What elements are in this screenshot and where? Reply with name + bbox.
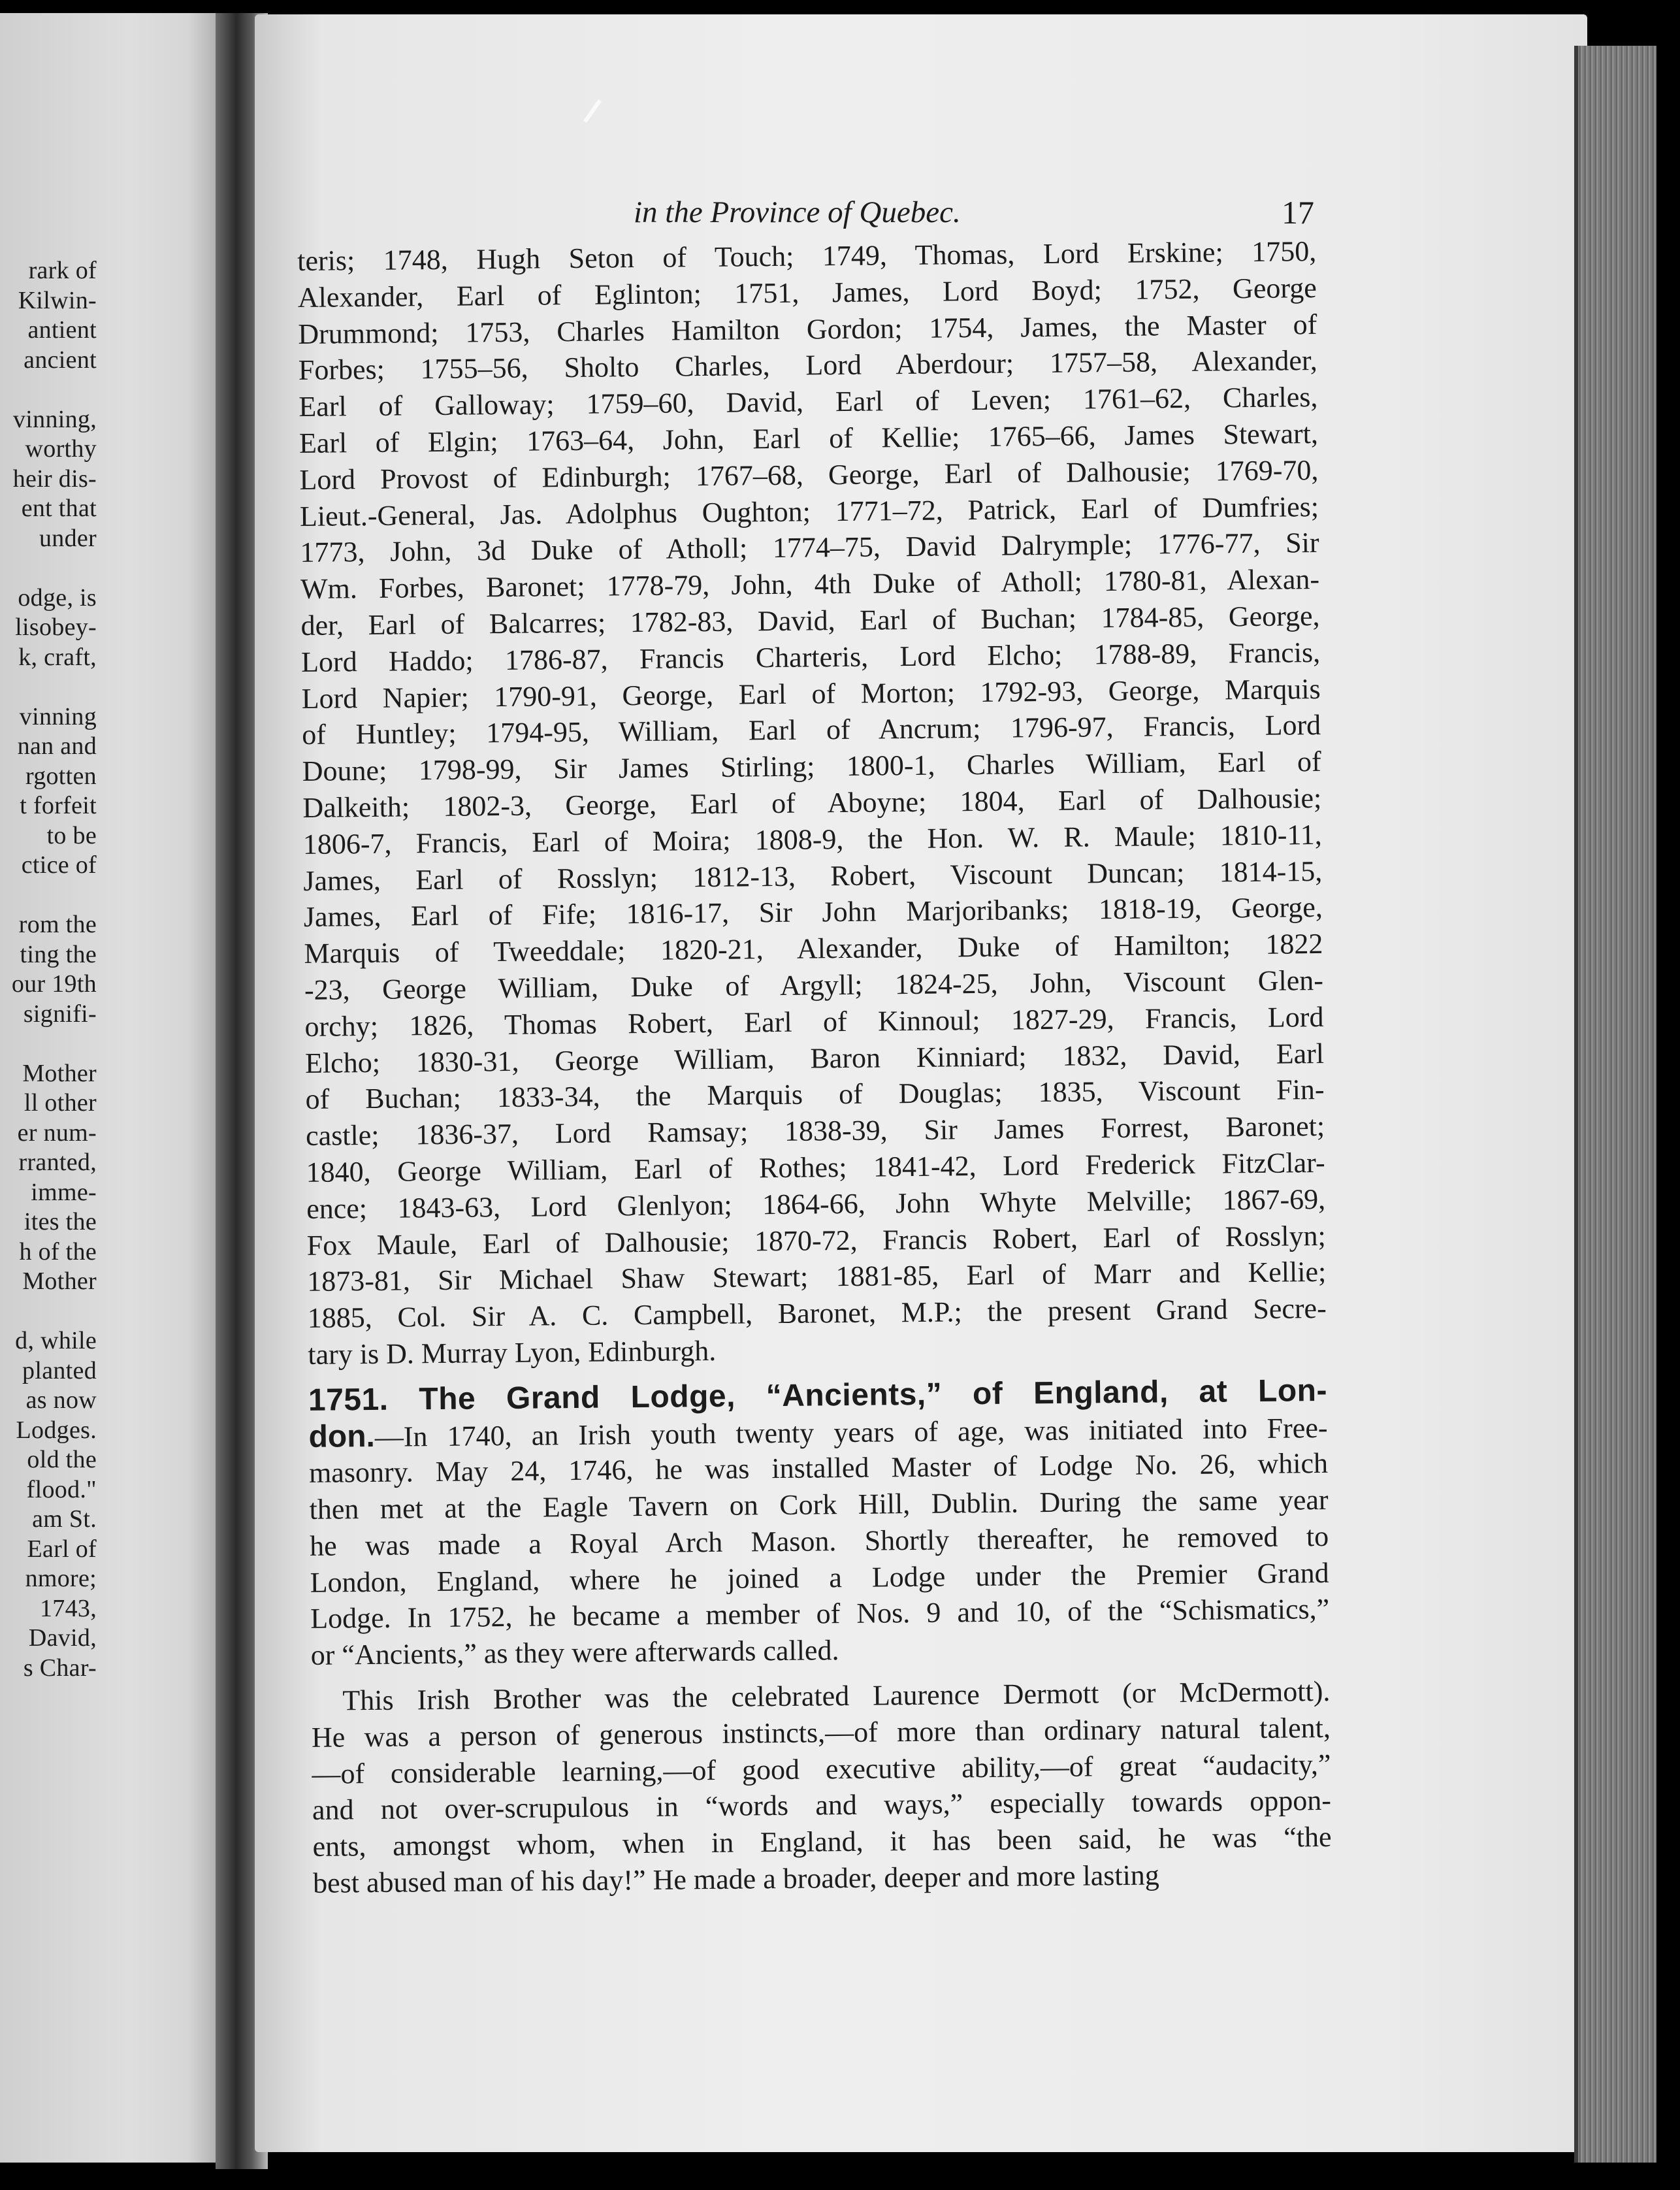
left-fragment-line: ll other	[24, 1089, 97, 1117]
text-line: or “Ancients,” as they were afterwards called.	[310, 1634, 839, 1672]
left-fragment-line: nmore;	[25, 1565, 97, 1592]
page-number: 17	[1282, 194, 1314, 231]
left-fragment-line: s Char-	[23, 1654, 97, 1682]
left-fragment-line: lisobey-	[15, 613, 97, 641]
text-line: Lord Haddo; 1786-87, Francis Charteris, Lord Elcho; 1788-89, Francis,	[300, 636, 1321, 678]
left-fragment-line	[0, 553, 97, 583]
text-line: He was a person of generous instincts,—of more than ordinary natural talent,	[311, 1711, 1331, 1754]
text-line: tary is D. Murray Lyon, Edinburgh.	[308, 1334, 717, 1371]
left-fragment-line: Mother	[22, 1267, 97, 1295]
text-line: der, Earl of Balcarres; 1782-83, David, Earl of Buchan; 1784-85, George,	[300, 599, 1320, 642]
left-fragment-line: ting the	[20, 940, 97, 968]
text-line: orchy; 1826, Thomas Robert, Earl of Kinnoul; 1827-29, Francis, Lord	[304, 1000, 1324, 1043]
left-fragment-line: worthy	[25, 435, 97, 463]
page-body	[297, 233, 1332, 1902]
left-fragment-line: Earl of	[27, 1535, 97, 1563]
text-line: 1885, Col. Sir A. C. Campbell, Baronet, M.P.; the present Grand Secre-	[307, 1292, 1327, 1335]
left-fragment-line: h of the	[19, 1237, 97, 1266]
text-line: best abused man of his day!” He made a broader, deeper and more lasting	[312, 1859, 1160, 1899]
text-line: ence; 1843-63, Lord Glenlyon; 1864-66, John Whyte Melville; 1867-69,	[306, 1183, 1326, 1225]
text-line: Elcho; 1830-31, George William, Baron Kinniard; 1832, David, Earl	[304, 1037, 1325, 1079]
text-line: Lodge. In 1752, he became a member of Nos. 9 and 10, of the “Schismatics,”	[310, 1593, 1330, 1635]
left-fragment-line: as now	[25, 1386, 97, 1414]
text-line: Marquis of Tweeddale; 1820-21, Alexander, Duke of Hamilton; 1822	[304, 928, 1323, 970]
left-fragment-line: our 19th	[11, 970, 97, 998]
paragraph-dermott-intro	[309, 1445, 1330, 1674]
text-line: ents, amongst whom, when in England, it has been said, he was “the	[312, 1821, 1332, 1863]
text-line: Wm. Forbes, Baronet; 1778-79, John, 4th Duke of Atholl; 1780-81, Alexan-	[300, 563, 1320, 606]
left-fragment-line: planted	[22, 1356, 97, 1384]
left-fragment-line	[0, 881, 97, 911]
left-fragment-line: ctice of	[21, 851, 97, 879]
left-fragment-line: er num-	[17, 1119, 97, 1147]
left-fragment-line	[0, 375, 97, 405]
left-fragment-line: rark of	[28, 257, 97, 284]
paragraph-text: —In 1740, an Irish youth twenty years of age, was initiated into Free-	[374, 1411, 1328, 1453]
left-fragment-line: ites the	[24, 1208, 97, 1235]
text-line: 1773, John, 3d Duke of Atholl; 1774–75, David Dalrymple; 1776-77, Sir	[300, 527, 1319, 569]
left-fragment-line: signifi-	[23, 1000, 97, 1028]
text-line: of Buchan; 1833-34, the Marquis of Douglas; 1835, Viscount Fin-	[305, 1073, 1325, 1116]
left-fragment-line: Lodges.	[16, 1416, 97, 1444]
text-line: Forbes; 1755–56, Sholto Charles, Lord Aberdour; 1757–58, Alexander,	[298, 344, 1318, 387]
text-line: Alexander, Earl of Eglinton; 1751, James, Lord Boyd; 1752, George	[297, 271, 1317, 314]
left-fragment-line: k, craft,	[18, 643, 97, 671]
text-line: he was made a Royal Arch Mason. Shortly thereafter, he removed to	[309, 1520, 1329, 1562]
left-fragment-line: 1743,	[40, 1594, 97, 1622]
text-line: 1806-7, Francis, Earl of Moira; 1808-9, the Hon. W. R. Maule; 1810-11,	[302, 818, 1322, 860]
left-fragment-line	[0, 1029, 97, 1059]
left-fragment-line	[0, 1297, 97, 1327]
text-line: and not over-scrupulous in “words and ways,” especially towards oppon-	[312, 1784, 1332, 1827]
text-line: Lord Provost of Edinburgh; 1767–68, George, Earl of Dalhousie; 1769-70,	[299, 453, 1319, 496]
text-line: -23, George William, Duke of Argyll; 1824-25, John, Viscount Glen-	[304, 964, 1324, 1006]
text-line: Dalkeith; 1802-3, George, Earl of Aboyne; 1804, Earl of Dalhousie;	[302, 781, 1322, 824]
text-line: 1873-81, Sir Michael Shaw Stewart; 1881-85, Earl of Marr and Kellie;	[307, 1256, 1327, 1298]
text-line: James, Earl of Rosslyn; 1812-13, Robert, Viscount Duncan; 1814-15,	[303, 855, 1323, 897]
left-fragment-line: under	[39, 524, 97, 552]
left-fragment-line: flood."	[26, 1475, 97, 1503]
text-line: of Huntley; 1794-95, William, Earl of Ancrum; 1796-97, Francis, Lord	[301, 709, 1321, 751]
left-fragment-line: David,	[28, 1624, 97, 1652]
left-fragment-line: vinning,	[12, 405, 97, 433]
text-line: Lord Napier; 1790-91, George, Earl of Morton; 1792-93, George, Marquis	[301, 672, 1321, 715]
left-fragment-line: heir dis-	[12, 465, 97, 493]
left-fragment-line: rom the	[18, 911, 97, 938]
left-fragment-line: nan and	[17, 732, 97, 760]
left-fragment-line: ancient	[24, 346, 97, 374]
text-line: then met at the Eagle Tavern on Cork Hill, Dublin. During the same year	[309, 1484, 1329, 1526]
left-fragment-line: to be	[46, 821, 97, 849]
section-heading-1751: 1751. The Grand Lodge, “Ancients,” of England, at Lon-	[308, 1373, 1328, 1418]
left-fragment-line: am St.	[32, 1505, 97, 1533]
text-line: teris; 1748, Hugh Seton of Touch; 1749, Thomas, Lord Erskine; 1750,	[297, 235, 1317, 277]
left-fragment-line: rgotten	[25, 762, 97, 790]
left-fragment-line: old the	[27, 1446, 97, 1473]
left-fragment-line: ent that	[21, 495, 97, 522]
text-line: This Irish Brother was the celebrated Laurence Dermott (or McDermott).	[342, 1675, 1331, 1717]
left-fragment-line	[0, 672, 97, 702]
text-line: 1840, George William, Earl of Rothes; 1841-42, Lord Frederick FitzClar-	[306, 1146, 1325, 1188]
text-line: masonry. May 24, 1746, he was installed Master of Lodge No. 26, which	[308, 1447, 1329, 1490]
section-heading-continuation: don.	[308, 1418, 376, 1454]
left-fragment-line: d, while	[15, 1327, 97, 1354]
text-line: Lieut.-General, Jas. Adolphus Oughton; 1771–72, Patrick, Earl of Dumfries;	[299, 490, 1319, 532]
left-fragment-line: t forfeit	[20, 792, 97, 819]
left-page-text-fragments	[0, 256, 97, 1683]
page-edges	[1574, 46, 1656, 2163]
text-line: Earl of Galloway; 1759–60, David, Earl of Leven; 1761–62, Charles,	[299, 381, 1318, 423]
left-fragment-line: rranted,	[18, 1149, 97, 1176]
left-fragment-line: odge, is	[18, 583, 97, 612]
text-line: Drummond; 1753, Charles Hamilton Gordon; 1754, James, the Master of	[298, 308, 1317, 350]
text-line: James, Earl of Fife; 1816-17, Sir John Marjoribanks; 1818-19, George,	[303, 891, 1323, 934]
left-fragment-line: antient	[27, 316, 97, 344]
text-line: London, England, where he joined a Lodge under the Premier Grand	[310, 1556, 1329, 1599]
left-fragment-line: vinning	[19, 702, 97, 730]
paragraph-dermott-character	[311, 1673, 1332, 1902]
text-line: Earl of Elgin; 1763–64, John, Earl of Kellie; 1765–66, James Stewart,	[299, 417, 1319, 459]
left-page	[0, 13, 235, 2163]
text-line: castle; 1836-37, Lord Ramsay; 1838-39, Sir James Forrest, Baronet;	[305, 1110, 1325, 1152]
text-line: Doune; 1798-99, Sir James Stirling; 1800-1, Charles William, Earl of	[302, 745, 1321, 788]
running-head: in the Province of Quebec.	[634, 195, 961, 229]
text-line: Fox Maule, Earl of Dalhousie; 1870-72, Francis Robert, Earl of Rosslyn;	[306, 1219, 1326, 1262]
text-line: —of considerable learning,—of good executive ability,—of great “audacity,”	[312, 1748, 1331, 1790]
left-fragment-line: imme-	[31, 1178, 97, 1206]
paragraph-grand-masters-list	[297, 233, 1327, 1373]
left-fragment-line: Kilwin-	[18, 286, 97, 314]
left-fragment-line: Mother	[22, 1059, 97, 1087]
